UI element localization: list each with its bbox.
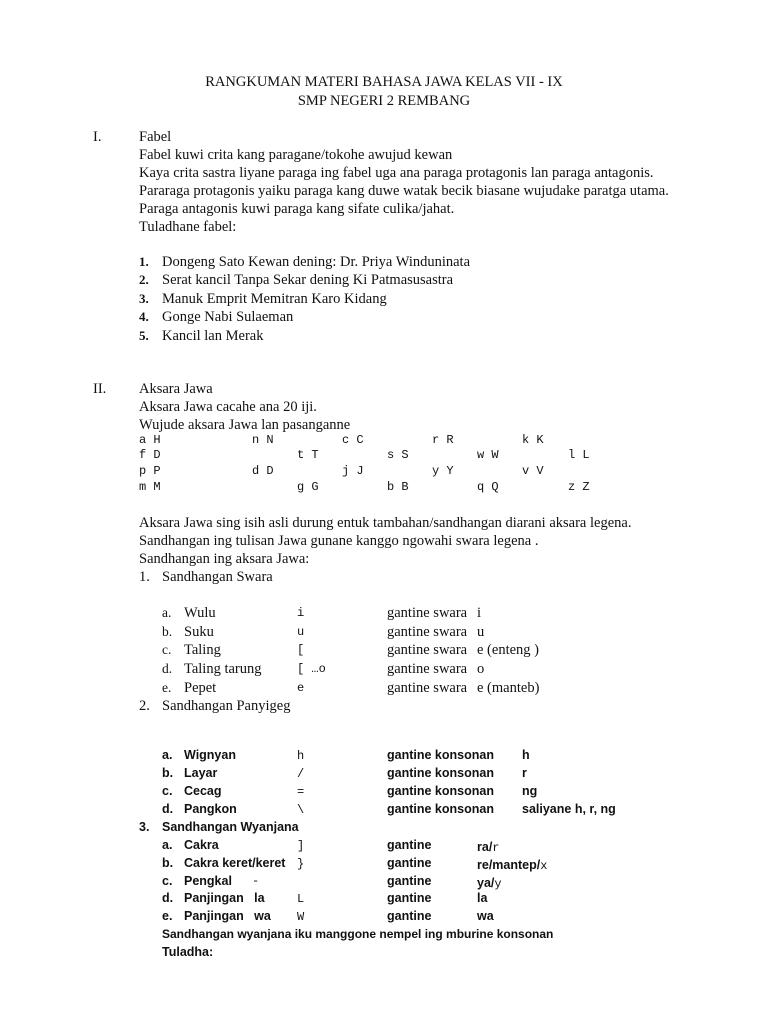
- aksara-cell: m M: [139, 480, 161, 494]
- item-letter: a.: [162, 748, 173, 762]
- aksara-cell: r R: [432, 433, 454, 447]
- section-heading: Fabel: [139, 129, 172, 145]
- item-glyph: [: [297, 643, 305, 657]
- item-letter: d.: [162, 802, 174, 816]
- aksara-cell: l L: [568, 448, 590, 462]
- paragraph-line: Aksara Jawa sing isih asli durung entuk tambahan/sandhangan diarani aksara legena.: [139, 515, 632, 531]
- aksara-cell: b B: [387, 480, 409, 494]
- item-glyph: e: [297, 681, 305, 695]
- item-glyph: -: [252, 874, 260, 888]
- aksara-cell: k K: [522, 433, 544, 447]
- item-letter: c.: [162, 642, 172, 657]
- item-value: [477, 874, 502, 892]
- item-value: r: [522, 766, 527, 780]
- item-letter: d.: [162, 891, 174, 905]
- item-name: Layar: [184, 766, 218, 780]
- aksara-cell: v V: [522, 464, 544, 478]
- item-desc: gantine konsonan: [387, 802, 494, 816]
- item-letter: a.: [162, 838, 173, 852]
- list-number: 3.: [139, 820, 150, 834]
- item-name: Cecag: [184, 784, 222, 798]
- item-name: Taling tarung: [184, 661, 262, 677]
- item-desc: gantine konsonan: [387, 748, 494, 762]
- item-letter: e.: [162, 680, 172, 695]
- item-value-text: ya/: [477, 876, 495, 890]
- item-desc: gantine konsonan: [387, 766, 494, 780]
- list-item: Manuk Emprit Memitran Karo Kidang: [162, 291, 387, 307]
- subsection-heading: Sandhangan Swara: [162, 569, 273, 585]
- item-value: [477, 856, 547, 874]
- item-desc: gantine: [387, 838, 432, 852]
- list-item: Dongeng Sato Kewan dening: Dr. Priya Winduninata: [162, 254, 471, 270]
- paragraph-line: Pararaga protagonis yaiku paraga kang duwe watak becik biasane wujudake paratga utama.: [139, 183, 669, 199]
- item-letter: d.: [162, 661, 173, 676]
- item-name: Suku: [184, 624, 214, 640]
- aksara-cell: t T: [297, 448, 319, 462]
- paragraph-line: Aksara Jawa cacahe ana 20 iji.: [139, 399, 317, 415]
- aksara-cell: z Z: [568, 480, 590, 494]
- item-name: Pangkon: [184, 802, 237, 816]
- item-letter: c.: [162, 784, 173, 798]
- item-desc: gantine swara: [387, 642, 468, 658]
- item-value: ng: [522, 784, 538, 798]
- aksara-cell: p P: [139, 464, 161, 478]
- item-name: Panjingan la: [184, 891, 265, 905]
- item-name: Taling: [184, 642, 221, 658]
- item-desc: gantine swara: [387, 680, 468, 696]
- item-name: Pepet: [184, 680, 217, 696]
- section-heading: Aksara Jawa: [139, 381, 213, 397]
- list-item: Serat kancil Tanpa Sekar dening Ki Patmasusastra: [162, 272, 454, 288]
- list-number: 3.: [139, 291, 149, 306]
- item-letter: e.: [162, 909, 173, 923]
- item-glyph: =: [297, 785, 305, 799]
- item-value-glyph: r: [492, 841, 500, 855]
- item-desc: gantine swara: [387, 605, 468, 621]
- item-letter: a.: [162, 605, 172, 620]
- item-glyph: W: [297, 910, 305, 924]
- item-desc: gantine: [387, 874, 432, 888]
- item-value-glyph: y: [494, 877, 502, 891]
- item-glyph: h: [297, 749, 305, 763]
- item-name: Cakra: [184, 838, 219, 852]
- item-value: o: [477, 661, 485, 677]
- section-number: II.: [93, 381, 107, 397]
- item-value: i: [477, 605, 482, 621]
- subsection-heading: Sandhangan Panyigeg: [162, 698, 291, 714]
- aksara-cell: n N: [252, 433, 274, 447]
- list-item: Gonge Nabi Sulaeman: [162, 309, 294, 325]
- item-desc: gantine: [387, 856, 432, 870]
- paragraph-line: Sandhangan ing aksara Jawa:: [139, 551, 310, 567]
- item-value: [477, 838, 500, 856]
- list-number: 1.: [139, 254, 149, 269]
- subsection-heading: Sandhangan Wyanjana: [162, 820, 299, 834]
- list-number: 1.: [139, 569, 150, 585]
- item-desc: gantine swara: [387, 661, 468, 677]
- aksara-cell: f D: [139, 448, 161, 462]
- item-name: Cakra keret/keret: [184, 856, 286, 870]
- aksara-cell: a H: [139, 433, 161, 447]
- item-letter: b.: [162, 624, 173, 639]
- paragraph-line: Fabel kuwi crita kang paragane/tokohe awujud kewan: [139, 147, 453, 163]
- paragraph-line: Tuladhane fabel:: [139, 219, 237, 235]
- item-desc: gantine swara: [387, 624, 468, 640]
- note-line: Sandhangan wyanjana iku manggone nempel ing mburine konsonan: [162, 927, 554, 941]
- item-value: u: [477, 624, 485, 640]
- item-value-glyph: x: [540, 859, 548, 873]
- item-desc: gantine: [387, 909, 432, 923]
- aksara-cell: d D: [252, 464, 274, 478]
- item-value: saliyane h, r, ng: [522, 802, 616, 816]
- tuladha-label: Tuladha:: [162, 945, 214, 959]
- item-glyph: L: [297, 892, 305, 906]
- item-desc: gantine konsonan: [387, 784, 494, 798]
- item-glyph: ]: [297, 839, 305, 853]
- paragraph-line: Wujude aksara Jawa lan pasanganne: [139, 417, 351, 433]
- item-value: e (enteng ): [477, 642, 539, 658]
- item-value-text: ra/: [477, 840, 493, 854]
- aksara-cell: q Q: [477, 480, 499, 494]
- aksara-cell: s S: [387, 448, 409, 462]
- item-name: Wulu: [184, 605, 216, 621]
- item-letter: b.: [162, 856, 174, 870]
- item-value-text: re/mantep/: [477, 858, 541, 872]
- item-glyph: \: [297, 803, 305, 817]
- item-glyph: u: [297, 625, 305, 639]
- aksara-cell: g G: [297, 480, 319, 494]
- list-item: Kancil lan Merak: [162, 328, 264, 344]
- item-glyph: }: [297, 857, 305, 871]
- item-name: Pengkal: [184, 874, 232, 888]
- item-value: la: [477, 891, 488, 905]
- item-letter: b.: [162, 766, 174, 780]
- item-glyph: [ …o: [297, 662, 326, 676]
- document-subtitle: SMP NEGERI 2 REMBANG: [297, 93, 471, 109]
- paragraph-line: Sandhangan ing tulisan Jawa gunane kanggo ngowahi swara legena .: [139, 533, 539, 549]
- list-number: 4.: [139, 309, 149, 324]
- aksara-cell: w W: [477, 448, 499, 462]
- item-name: Wignyan: [184, 748, 236, 762]
- list-number: 2.: [139, 272, 149, 287]
- aksara-cell: c C: [342, 433, 364, 447]
- paragraph-line: Kaya crita sastra liyane paraga ing fabel uga ana paraga protagonis lan paraga antagonis.: [139, 165, 654, 181]
- aksara-cell: j J: [342, 464, 364, 478]
- item-value: e (manteb): [477, 680, 540, 696]
- document-title: RANGKUMAN MATERI BAHASA JAWA KELAS VII - IX: [205, 74, 563, 90]
- section-number: I.: [93, 129, 102, 145]
- item-value: wa: [477, 909, 494, 923]
- item-glyph: i: [297, 606, 305, 620]
- item-name: Panjingan wa: [184, 909, 271, 923]
- item-letter: c.: [162, 874, 173, 888]
- list-number: 5.: [139, 328, 149, 343]
- list-number: 2.: [139, 698, 150, 714]
- item-value: h: [522, 748, 530, 762]
- item-glyph: /: [297, 767, 305, 781]
- item-desc: gantine: [387, 891, 432, 905]
- aksara-cell: y Y: [432, 464, 454, 478]
- paragraph-line: Paraga antagonis kuwi paraga kang sifate culika/jahat.: [139, 201, 455, 217]
